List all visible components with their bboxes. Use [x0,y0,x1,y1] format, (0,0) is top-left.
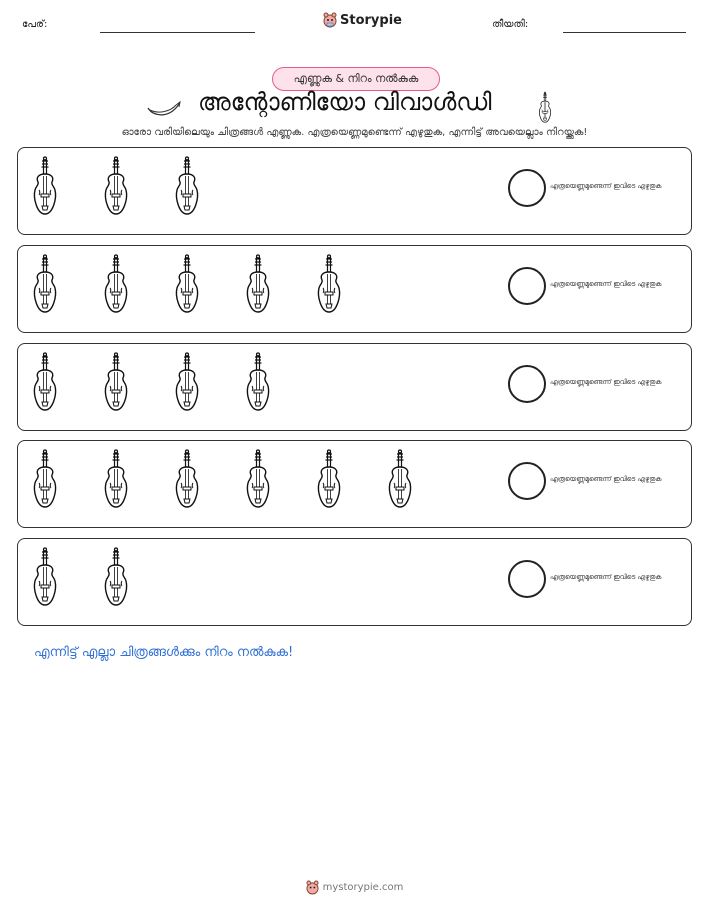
worksheet-header [0,0,709,50]
name-field[interactable] [100,32,255,33]
answer-circle[interactable] [508,365,546,403]
violin-icon [536,90,554,126]
violin-icon [241,252,275,318]
brand-logo [323,12,402,28]
violin-icon [99,447,133,513]
activity-badge: എണ്ണുക & നിറം നൽകുക [272,67,440,91]
footer-brand [0,880,709,895]
answer-circle[interactable] [508,267,546,305]
violin-icon [28,154,62,220]
counting-row [17,440,692,528]
answer-label: എത്രയെണ്ണമുണ്ടെന്ന് ഇവിടെ എഴുതുക [550,182,662,190]
counting-row [17,538,692,626]
answer-circle[interactable] [508,560,546,598]
brand-name: Storypie [340,12,402,28]
storypie-logo-icon [323,12,337,28]
color-instruction: എന്നിട്ട് എല്ലാ ചിത്രങ്ങൾക്കും നിറം നൽകുക! [34,645,294,660]
answer-label: എത്രയെണ്ണമുണ്ടെന്ന് ഇവിടെ എഴുതുക [550,475,662,483]
violin-icon [170,447,204,513]
violin-icon [99,350,133,416]
instructions: ഓരോ വരിയിലെയും ചിത്രങ്ങൾ എണ്ണുക. എത്രയെണ്ണമുണ്ടെന്ന് എഴുതുക, എന്നിട്ട് അവയെല്ലാം നിറയ്ക്കുക! [121,127,588,138]
violin-icon [99,154,133,220]
storypie-logo-icon [306,880,319,895]
boat-icon [146,96,182,120]
violin-icon [28,252,62,318]
footer-site: mystorypie.com [322,882,404,893]
violin-icon [383,447,417,513]
title-row [140,88,570,128]
counting-row [17,147,692,235]
counting-row [17,245,692,333]
violin-icon [241,447,275,513]
violin-icon [170,350,204,416]
violin-icon [99,252,133,318]
violin-icon [312,252,346,318]
violin-icon [170,154,204,220]
violin-icon [312,447,346,513]
counting-row [17,343,692,431]
violin-icon [28,447,62,513]
date-field[interactable] [563,32,686,33]
answer-label: എത്രയെണ്ണമുണ്ടെന്ന് ഇവിടെ എഴുതുക [550,280,662,288]
name-label: പേര്: [22,19,48,30]
violin-icon [28,545,62,611]
violin-icon [99,545,133,611]
page-title: അന്റോണിയോ വിവാൾഡി [198,88,492,116]
answer-label: എത്രയെണ്ണമുണ്ടെന്ന് ഇവിടെ എഴുതുക [550,573,662,581]
violin-icon [170,252,204,318]
violin-icon [28,350,62,416]
answer-circle[interactable] [508,462,546,500]
answer-circle[interactable] [508,169,546,207]
answer-label: എത്രയെണ്ണമുണ്ടെന്ന് ഇവിടെ എഴുതുക [550,378,662,386]
date-label: തീയതി: [492,19,529,30]
violin-icon [241,350,275,416]
